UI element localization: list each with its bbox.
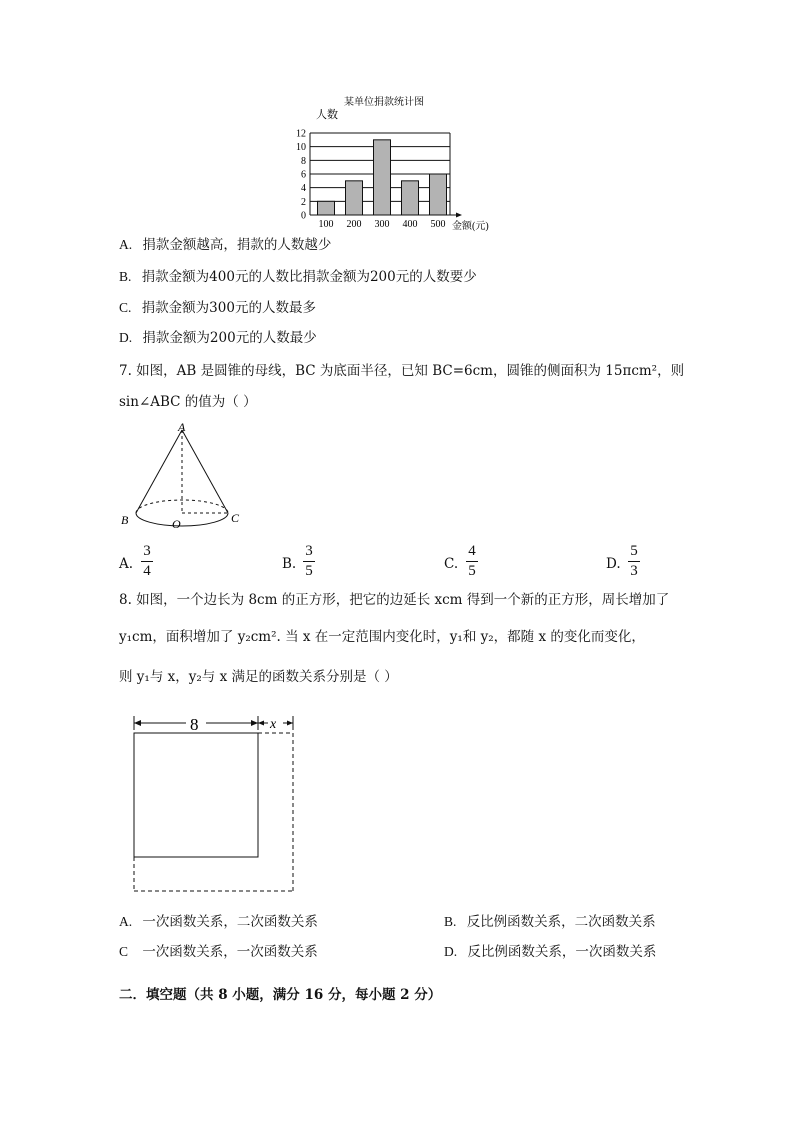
q7-option-a-label: A. xyxy=(119,556,134,572)
q7-option-a-fraction xyxy=(141,543,153,580)
q6-option-a-label: A. xyxy=(119,237,133,252)
cone-label-c: C xyxy=(231,511,240,525)
q8-stem-line3: 则 y₁与 x，y₂与 x 满足的函数关系分别是（ ） xyxy=(119,669,398,685)
chart-bar xyxy=(430,174,447,215)
q6-option-a-text: 捐款金额越高，捐款的人数越少 xyxy=(142,237,332,253)
cone-label-o: O xyxy=(172,517,181,531)
chart-ytick-label: 0 xyxy=(301,210,306,222)
cone-label-b: B xyxy=(121,513,129,527)
q6-option-d xyxy=(119,329,317,347)
q7-option-b-label: B. xyxy=(282,556,297,572)
chart-ytick-label: 8 xyxy=(301,155,306,167)
chart-xtick-label: 100 xyxy=(318,219,334,230)
chart-xtick-label: 500 xyxy=(430,219,446,230)
q7-option-d-fraction xyxy=(628,543,640,580)
chart-ytick-label: 4 xyxy=(301,183,306,195)
chart-xtick-label: 300 xyxy=(374,219,390,230)
q6-option-d-label: D. xyxy=(119,330,133,345)
q7-option-b-numerator: 3 xyxy=(305,543,313,559)
q8-option-a-label: A. xyxy=(119,914,133,929)
q7-stem-line2: sin∠ABC 的值为（ ） xyxy=(119,394,257,410)
q8-stem-line1: 8. 如图，一个边长为 8cm 的正方形，把它的边延长 xcm 得到一个新的正方形，周长增加了 xyxy=(119,592,670,608)
q6-option-b-label: B. xyxy=(119,269,132,284)
chart-xtick-label: 200 xyxy=(346,219,362,230)
chart-bar xyxy=(374,140,391,215)
cone-label-a: A xyxy=(178,420,186,434)
chart-bar xyxy=(346,181,363,215)
q6-option-b-text: 捐款金额为400元的人数比捐款金额为200元的人数要少 xyxy=(141,269,477,285)
q7-option-a-numerator: 3 xyxy=(143,543,151,559)
q7-option-b-fraction xyxy=(303,543,315,580)
chart-ytick-label: 2 xyxy=(301,196,306,208)
q7-stem-line1: 7. 如图，AB 是圆锥的母线，BC 为底面半径，已知 BC=6cm，圆锥的侧面积为 15πcm²，则 xyxy=(119,363,685,379)
q7-option-b-denominator: 5 xyxy=(305,563,313,579)
q7-option-d-numerator: 5 xyxy=(630,543,638,559)
q7-option-c-label: C. xyxy=(444,556,459,572)
q8-option-b-text: 反比例函数关系，二次函数关系 xyxy=(466,914,656,930)
q6-option-c xyxy=(119,299,316,317)
q8-option-b-label: B. xyxy=(444,914,457,929)
side-length-label: 8 xyxy=(190,715,199,734)
q8-option-d-text: 反比例函数关系，一次函数关系 xyxy=(467,944,657,960)
chart-ytick-label: 10 xyxy=(296,142,306,154)
chart-ylabel: 人数 xyxy=(316,109,338,121)
chart-xtick-label: 400 xyxy=(402,219,418,230)
q7-option-d-denominator: 3 xyxy=(630,563,638,579)
q8-option-c-text: 一次函数关系，一次函数关系 xyxy=(142,944,318,960)
extension-label: x xyxy=(270,717,277,732)
chart-ytick-label: 6 xyxy=(301,169,306,181)
q8-option-c xyxy=(119,943,318,961)
section-title: 二．填空题（共 8 小题，满分 16 分，每小题 2 分） xyxy=(119,987,442,1003)
chart-bar xyxy=(318,201,335,215)
q6-option-c-label: C. xyxy=(119,300,132,315)
q8-option-a xyxy=(119,913,318,931)
chart-bar xyxy=(402,181,419,215)
q8-stem-line2: y₁cm，面积增加了 y₂cm². 当 x 在一定范围内变化时，y₁和 y₂，都随 x 的变化而变化， xyxy=(119,629,645,645)
q7-option-c-denominator: 5 xyxy=(468,563,476,579)
cone-figure xyxy=(110,420,260,535)
q6-option-b xyxy=(119,268,477,286)
square-figure xyxy=(120,708,310,898)
q8-option-a-text: 一次函数关系，二次函数关系 xyxy=(142,914,318,930)
q7-option-c-fraction xyxy=(466,543,478,580)
q6-option-a xyxy=(119,236,331,254)
q7-option-d-label: D. xyxy=(606,556,621,572)
q8-option-d-label: D. xyxy=(444,944,458,959)
donation-bar-chart xyxy=(0,0,794,240)
q6-option-d-text: 捐款金额为200元的人数最少 xyxy=(142,330,317,346)
q6-option-c-text: 捐款金额为300元的人数最多 xyxy=(141,300,316,316)
chart-xlabel: 金额(元) xyxy=(452,221,489,232)
chart-x-axis-arrow xyxy=(456,213,462,218)
q7-option-c-numerator: 4 xyxy=(468,543,476,559)
q8-option-c-label: C xyxy=(119,944,129,959)
chart-title: 某单位捐款统计图 xyxy=(344,97,424,108)
q8-option-d xyxy=(444,943,656,961)
chart-ytick-label: 12 xyxy=(296,128,306,140)
q7-option-a-denominator: 4 xyxy=(143,563,151,579)
q8-option-b xyxy=(444,913,656,931)
